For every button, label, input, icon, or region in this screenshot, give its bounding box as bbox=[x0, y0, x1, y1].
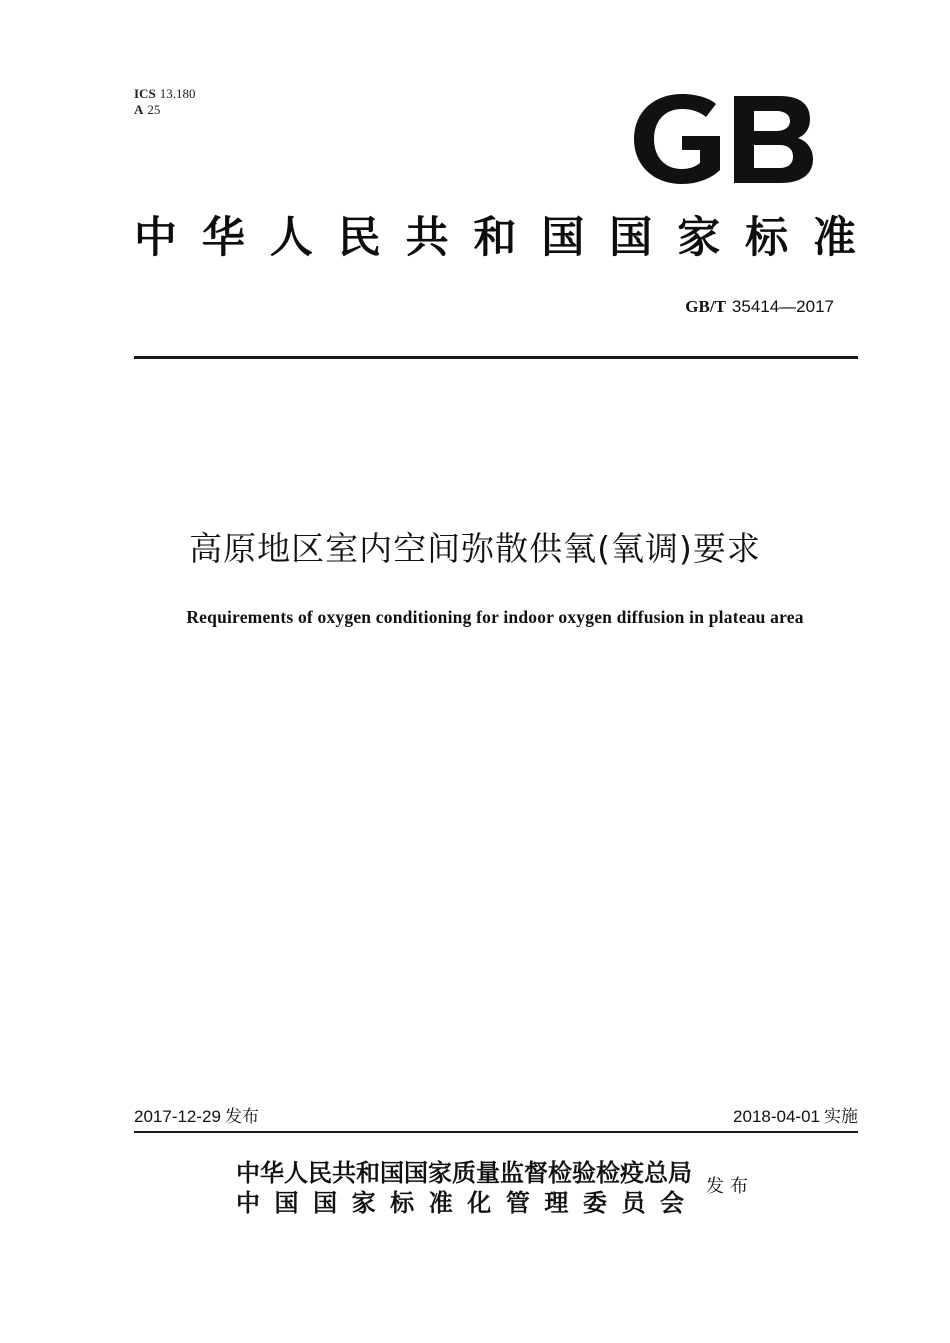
issue-date-label: 发布 bbox=[224, 1107, 259, 1127]
title-chinese: 高原地区室内空间弥散供氧(氧调)要求 bbox=[189, 529, 761, 568]
standard-code-number: 35414—2017 bbox=[731, 297, 834, 316]
implementation-date bbox=[733, 1105, 858, 1129]
gb-logo-icon bbox=[630, 92, 815, 187]
ics-value: 13.180 bbox=[159, 86, 196, 101]
standard-number bbox=[685, 296, 834, 318]
ccs-code bbox=[134, 102, 160, 118]
ics-label: ICS bbox=[134, 86, 156, 101]
standard-code-prefix: GB/T bbox=[685, 297, 726, 316]
publisher-org-1: 中华人民共和国国家质量监督检验检疫总局 bbox=[236, 1159, 692, 1187]
publisher-org-2: 中国国家标准化管理委员会 bbox=[236, 1189, 684, 1217]
publisher-action: 发布 bbox=[706, 1176, 754, 1197]
ccs-label: A bbox=[134, 102, 144, 117]
implementation-date-label: 实施 bbox=[824, 1107, 858, 1127]
header-divider bbox=[134, 356, 858, 359]
ccs-value: 25 bbox=[147, 102, 161, 117]
standard-category: 中华人民共和国国家标准 bbox=[134, 213, 858, 263]
title-english: Requirements of oxygen conditioning for indoor oxygen diffusion in plateau area bbox=[186, 607, 804, 627]
gb-logo bbox=[630, 92, 815, 187]
issue-date-value: 2017-12-29 bbox=[134, 1107, 221, 1126]
footer-divider bbox=[134, 1131, 858, 1133]
issue-date bbox=[134, 1105, 259, 1129]
implementation-date-value: 2018-04-01 bbox=[733, 1107, 820, 1126]
ics-code bbox=[134, 86, 195, 102]
